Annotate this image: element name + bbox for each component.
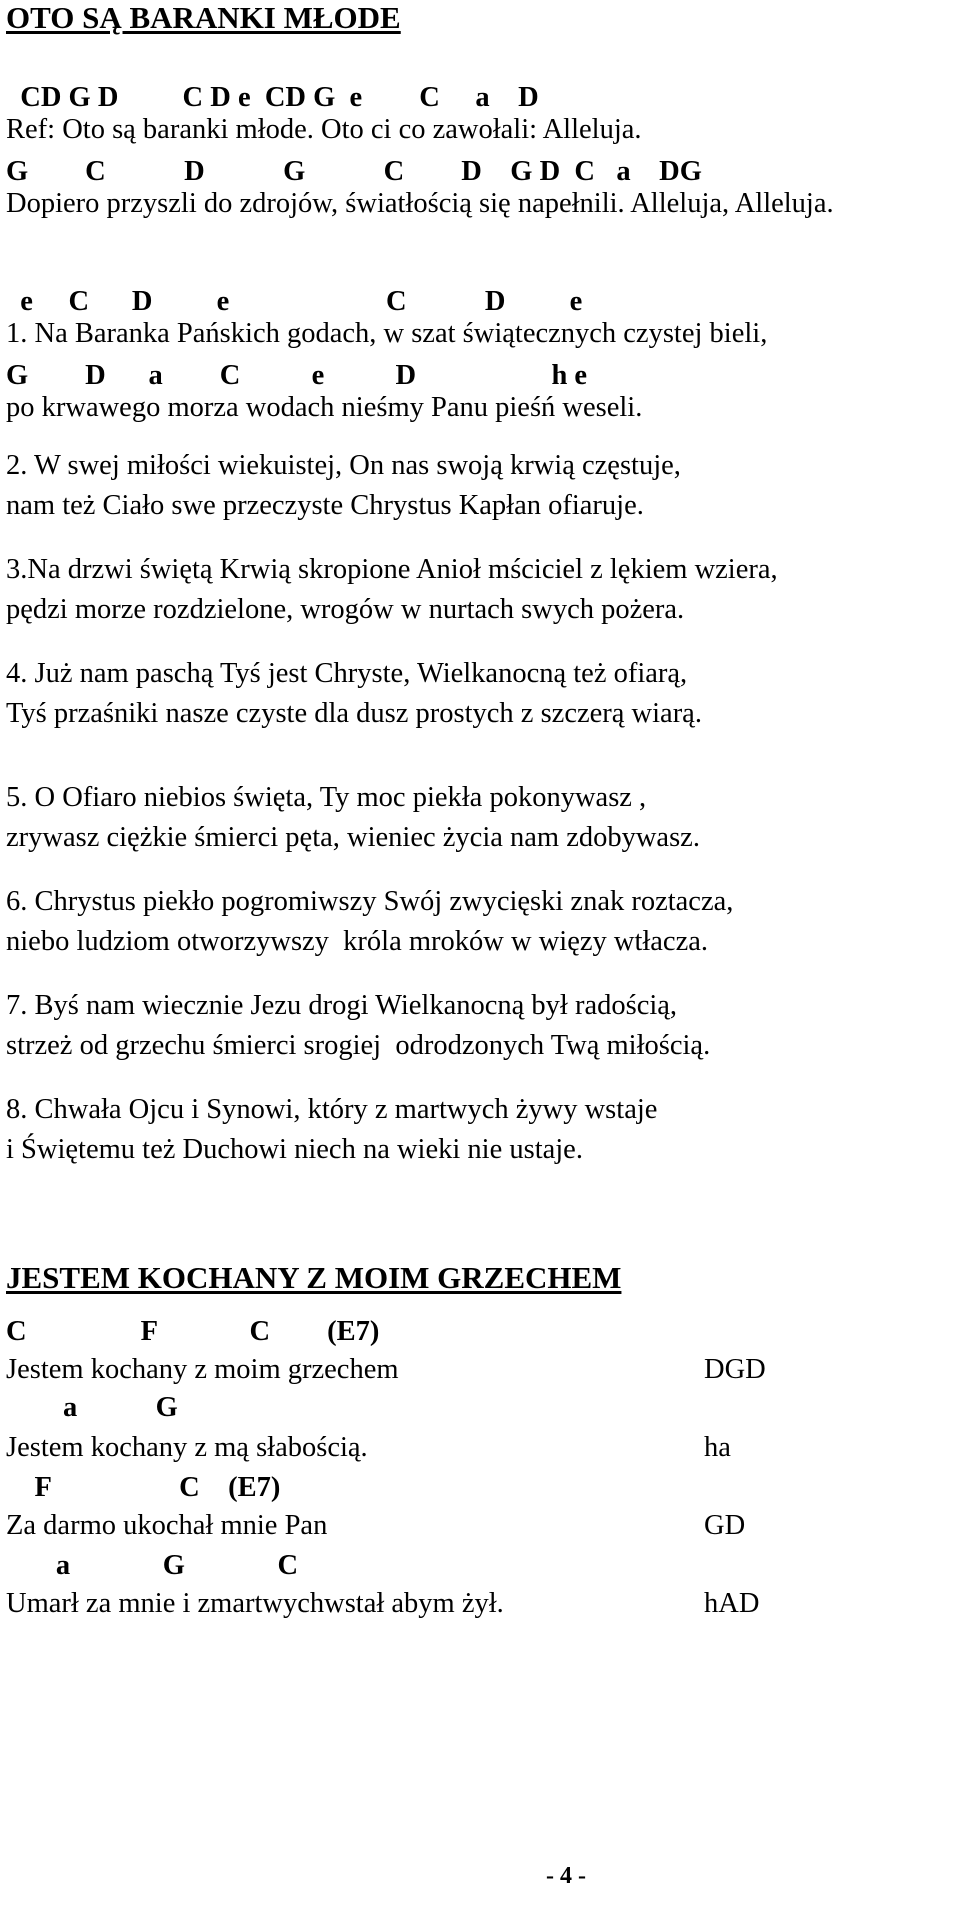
lyric-line: niebo ludziom otworzywszy króla mroków w więzy wtłacza. xyxy=(6,926,709,957)
lyric-line: Jestem kochany z moim grzechem xyxy=(6,1354,399,1385)
lyric-line: Dopiero przyszli do zdrojów, światłością się napełnili. Alleluja, Alleluja. xyxy=(6,188,834,219)
lyric-line: Tyś przaśniki nasze czyste dla dusz prostych z szczerą wiarą. xyxy=(6,698,702,729)
chord-line: e C D e C D e xyxy=(6,286,583,317)
lyric-line: strzeż od grzechu śmierci srogiej odrodzonych Twą miłością. xyxy=(6,1030,711,1061)
chord-line: C F C (E7) xyxy=(6,1316,380,1347)
side-chords: DGD xyxy=(704,1354,766,1385)
lyric-line: i Świętemu też Duchowi niech na wieki nie ustaje. xyxy=(6,1134,583,1165)
song-title: OTO SĄ BARANKI MŁODE xyxy=(6,0,401,35)
chord-line: a G xyxy=(6,1392,178,1423)
chord-line: G C D G C D G D C a DG xyxy=(6,156,702,187)
lyric-line: po krwawego morza wodach nieśmy Panu pieśń weseli. xyxy=(6,392,643,423)
lyric-line: 6. Chrystus piekło pogromiwszy Swój zwycięski znak roztacza, xyxy=(6,886,734,917)
lyric-line: zrywasz ciężkie śmierci pęta, wieniec życia nam zdobywasz. xyxy=(6,822,700,853)
lyric-line: 3.Na drzwi świętą Krwią skropione Anioł mściciel z lękiem wziera, xyxy=(6,554,778,585)
chord-line: a G C xyxy=(6,1550,299,1581)
lyric-line: 7. Byś nam wiecznie Jezu drogi Wielkanocną był radością, xyxy=(6,990,678,1021)
side-chords: hAD xyxy=(704,1588,760,1619)
lyric-line: Jestem kochany z mą słabością. xyxy=(6,1432,368,1463)
song-title: JESTEM KOCHANY Z MOIM GRZECHEM xyxy=(6,1260,622,1295)
lyric-line: pędzi morze rozdzielone, wrogów w nurtach swych pożera. xyxy=(6,594,685,625)
lyric-line: 4. Już nam paschą Tyś jest Chryste, Wielkanocną też ofiarą, xyxy=(6,658,688,689)
lyric-line: 8. Chwała Ojcu i Synowi, który z martwych żywy wstaje xyxy=(6,1094,658,1125)
chord-line: G D a C e D h e xyxy=(6,360,588,391)
lyric-line: Ref: Oto są baranki młode. Oto ci co zawołali: Alleluja. xyxy=(6,114,642,145)
side-chords: ha xyxy=(704,1432,731,1463)
page-number: - 4 - xyxy=(546,1863,586,1889)
lyric-line: nam też Ciało swe przeczyste Chrystus Kapłan ofiaruje. xyxy=(6,490,644,521)
chord-line: CD G D C D e CD G e C a D xyxy=(6,82,539,113)
lyric-line: 1. Na Baranka Pańskich godach, w szat świątecznych czystej bieli, xyxy=(6,318,768,349)
side-chords: GD xyxy=(704,1510,746,1541)
lyric-line: Za darmo ukochał mnie Pan xyxy=(6,1510,328,1541)
lyric-line: Umarł za mnie i zmartwychwstał abym żył. xyxy=(6,1588,504,1619)
chord-line: F C (E7) xyxy=(6,1472,281,1503)
lyric-line: 5. O Ofiaro niebios święta, Ty moc piekła pokonywasz , xyxy=(6,782,647,813)
lyric-line: 2. W swej miłości wiekuistej, On nas swoją krwią częstuje, xyxy=(6,450,681,481)
